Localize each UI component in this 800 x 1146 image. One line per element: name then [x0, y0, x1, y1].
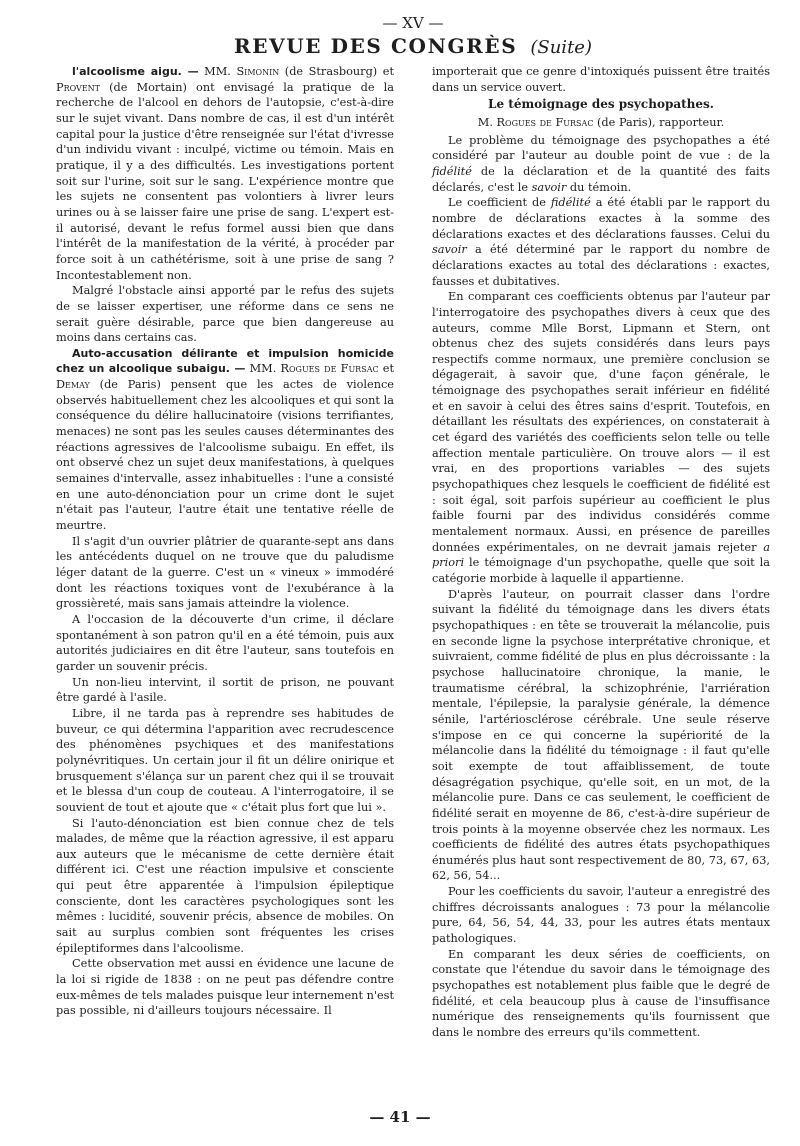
text-run: En comparant ces coefficients obtenus par l'auteur par l'interrogatoire des psychopathes divers à ceux que des auteurs, comme Mlle Borst, Lipmann et Stern, ont obtenus chez des sujets considérés dans leurs pays respectifs comme normaux, une première conclusion se dégagerait, à savoir que, d'une façon générale, le témoignage des psychopathes serait inférieur en fidélité et en savoir à celui des êtres sains d'esprit. Toutefois, en détaillant les résultats des expériences, on constaterait à cet égard des variétés des coefficients selon telle ou telle affection mentale particulière. On trouve alors — il est vrai, en des proportions variables — des sujets psychopathiques chez lesquels le coefficient de fidélité est : soit égal, soit parfois supérieur au coefficient le plus faible fourni par des individus considérés comme mentalement normaux. Aussi, en présence de pareilles données expérimentales, on ne devrait jamais rejeter: [432, 290, 770, 554]
paragraph: importerait que ce genre d'intoxiqués puissent être traités dans un service ouvert.: [432, 65, 770, 94]
text-run: de la déclaration et de la quantité des faits déclarés, c'est le: [432, 164, 770, 194]
paragraph: [432, 133, 770, 196]
text-run: a été déterminé par le rapport du nombre de déclarations exactes au total des déclarations : exactes, fausses et dubitatives.: [432, 243, 770, 288]
running-subtitle: (Suite): [530, 37, 592, 58]
paragraph: Un non-lieu intervint, il sortit de prison, ne pouvant être gardé à l'asile.: [56, 675, 394, 705]
text-run: M.: [477, 115, 497, 129]
text-run: le témoignage d'un psychopathe, quelle que soit la catégorie morbide à laquelle il appartienne.: [432, 556, 770, 585]
text-columns: [56, 64, 770, 1041]
running-title: REVUE DES CONGRÈS: [234, 34, 518, 58]
text-run: et: [378, 362, 394, 376]
author-name: Provent: [56, 80, 100, 94]
paragraph: Pour les coefficients du savoir, l'auteur a enregistré des chiffres décroissants analogues : 73 pour la mélancolie pure, 64, 56, 54, 44, 33, pour les autres états mentaux pathologiques.: [432, 885, 770, 946]
paragraph: Si l'auto-dénonciation est bien connue chez de tels malades, de même que la réaction agressive, il est apparu aux auteurs que le mécanisme de cette dernière était différent ici. C'est une réaction impulsive et consciente qui peut être apparentée à l'impulsion épileptique consciente, dont les caractères psychologiques sont les mêmes : lucidité, souvenir précis, absence de mobiles. On sait au surplus combien sont fréquentes les crises épileptiformes dans l'alcoolisme.: [56, 816, 394, 955]
italic-term: fidélité: [550, 196, 591, 210]
italic-term: savoir: [432, 243, 467, 257]
run-in-title: l'alcoolisme aigu. —: [72, 65, 199, 78]
left-column: [56, 64, 394, 1041]
rapporteur-line: [432, 115, 770, 131]
text-run: Le coefficient de: [448, 196, 551, 210]
run-in-title: Auto-accusation délirante et impulsion homicide chez un alcoolique subaigu. —: [56, 346, 394, 376]
paragraph: A l'occasion de la découverte d'un crime, il déclare spontanément à son patron qu'il en a été témoin, puis aux autorités judiciaires en dit être l'auteur, sans toutefois en garder un souvenir précis.: [56, 612, 394, 673]
paragraph: [432, 195, 770, 289]
author-name: Simonin: [236, 65, 280, 78]
paragraph: [56, 346, 394, 534]
roman-page-number: — XV —: [382, 14, 444, 32]
author-name: Demay: [56, 378, 90, 392]
italic-term: savoir: [531, 180, 567, 194]
paragraph: [56, 64, 394, 283]
text-run: du témoin.: [566, 180, 632, 194]
section-heading: Le témoignage des psychopathes.: [488, 97, 714, 112]
paragraph: Malgré l'obstacle ainsi apporté par le refus des sujets de se laisser expertiser, une réforme dans ce sens ne serait guère désirable, parce que bien dangereuse au moins dans certains cas.: [56, 284, 394, 345]
page-folio: — 41 —: [369, 1108, 431, 1126]
paragraph: Cette observation met aussi en évidence une lacune de la loi si rigide de 1838 : on ne peut pas défendre contre eux-mêmes de tels malades puisque leur internement n'est pas possible, ni d'ailleurs toujours nécessaire. Il: [56, 957, 394, 1018]
paragraph: En comparant les deux séries de coefficients, on constate que l'étendue du savoir dans le témoignage des psychopathes est notablement plus faible que le degré de fidélité, et cela beaucoup plus à cause de l'insuffisance numérique des renseignements qu'ils fournissent que dans le nombre des erreurs qu'ils commettent.: [432, 947, 770, 1040]
italic-term: a priori: [432, 540, 770, 570]
running-header: [56, 34, 770, 58]
text-run: MM.: [245, 362, 281, 376]
author-name: Rogues de Fursac: [280, 362, 379, 376]
paragraph: Il s'agit d'un ouvrier plâtrier de quarante-sept ans dans les antécédents duquel on ne trouve que du paludisme léger datant de la guerre. C'est un « vineux » immodéré dont les réactions toxiques vont de l'exubérance à la grossièreté, mais sans jamais atteindre la violence.: [56, 534, 394, 611]
paragraph: Libre, il ne tarda pas à reprendre ses habitudes de buveur, ce qui détermina l'apparition avec recrudescence des phénomènes psychiques et des manifestations polynévritiques. Un certain jour il fit un délire onirique et brusquement s'élança sur un parent chez qui il se trouvait et le blessa d'un coup de couteau. A l'interrogatoire, il se souvient de tout et ajoute que « c'était plus fort que lui ».: [56, 706, 394, 814]
text-run: (de Strasbourg) et: [279, 65, 394, 78]
text-run: MM.: [198, 65, 237, 78]
paragraph: [432, 289, 770, 586]
author-name: Rogues de Fursac: [496, 115, 594, 129]
paragraph: D'après l'auteur, on pourrait classer dans l'ordre suivant la fidélité du témoignage dans les divers états psychopathiques : en tête se trouverait la mélancolie, puis en seconde ligne la psychose interprétative chronique, et suivraient, comme fidélité de plus en plus décroissante : la psychose hallucinatoire chronique, la manie, le traumatisme cérébral, la schizophrénie, l'arriération mentale, l'épilepsie, la paralysie générale, la démence sénile, l'artériosclérose cérébrale. Une seule réserve s'impose en ce qui concerne la supériorité de la mélancolie dans la fidélité du témoignage : il faut qu'elle soit exempte de tout affaiblissement, de toute désagrégation psychique, qu'elle soit, en un mot, de la mélancolie pure. Dans ce cas seulement, le coefficient de fidélité serait en moyenne de 86, c'est-à-dire supérieur de trois points à la moyenne observée chez les normaux. Les coefficients de fidélité des autres états psychopathiques énumérés plus haut sont respectivement de 80, 73, 67, 63, 62, 56, 54...: [432, 587, 770, 883]
text-run: Le problème du témoignage des psychopathes a été considéré par l'auteur au double point de vue : de la: [432, 133, 770, 163]
text-run: (de Paris), rapporteur.: [593, 115, 725, 129]
italic-term: fidélité: [432, 164, 472, 178]
text-run: a été établi par le rapport du nombre de déclarations exactes à la somme des déclarations exactes et des déclarations fausses. Celui du: [432, 196, 770, 241]
text-run: (de Paris) pensent que les actes de violence observés habituellement chez les alcooliques et qui sont la conséquence du délire hallucinatoire (visions terrifiantes, menaces) ne sont pas les seules causes déterminantes des réactions agressives de l'alcoolisme subaigu. En effet, ils ont observé chez un sujet deux manifestations, à quelques semaines d'intervalle, assez inhabituelles : l'une a consisté en une auto-dénonciation pour un crime dont le sujet n'était pas l'auteur, l'autre était une tentative réelle de meurtre.: [56, 378, 394, 533]
right-column: [432, 64, 770, 1041]
text-run: (de Mortain) ont envisagé la pratique de la recherche de l'alcool en dehors de l'autopsie, c'est-à-dire sur le sujet vivant. Dans nombre de cas, il est d'un intérêt capital pour la justice d'être renseignée sur l'état d'ivresse d'un individu vivant : inculpé, victime ou témoin. Mais en pratique, il y a des difficultés. Les investigations portent soit sur l'urine, soit sur le sang. L'expérience montre que les sujets ne consentent pas volontiers à livrer leurs urines ou à se laisser faire une prise de sang. L'expert est-il autorisé, devant le refus formel aussi bien que dans l'intérêt de la manifestation de la vérité, à procéder par force soit à un cathétérisme, soit à une prise de sang ? Incontestablement non.: [56, 80, 394, 282]
